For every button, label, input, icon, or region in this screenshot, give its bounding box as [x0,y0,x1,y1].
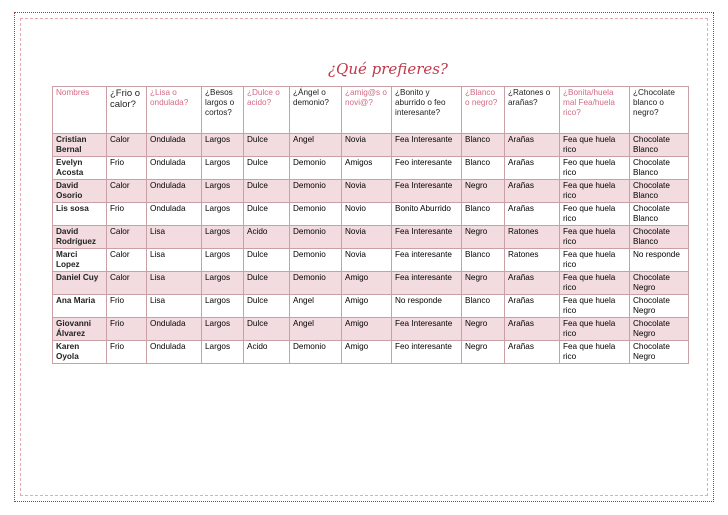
answer-cell: Frio [107,341,147,364]
answer-cell: Dulce [244,180,290,203]
answer-cell: Negro [462,318,505,341]
answer-cell: Calor [107,180,147,203]
answer-cell: Largos [202,203,244,226]
answer-cell: Blanco [462,134,505,157]
answer-cell: Fea interesante [392,272,462,295]
answer-cell: Frio [107,295,147,318]
answer-cell: Fea Interesante [392,318,462,341]
answer-cell: Largos [202,272,244,295]
table-row [53,203,689,226]
answer-cell: Calor [107,226,147,249]
name-cell: Marci Lopez [53,249,107,272]
answer-cell: Dulce [244,272,290,295]
answer-cell: Demonio [290,272,342,295]
table-body [53,134,689,364]
header-cell: ¿Ángel o demonio? [290,87,342,134]
answer-cell: Lisa [147,249,202,272]
answer-cell: Lisa [147,226,202,249]
answer-cell: Largos [202,157,244,180]
answer-cell: Negro [462,226,505,249]
answer-cell: Largos [202,134,244,157]
answer-cell: Fea que huela rico [560,249,630,272]
name-cell: Giovanni Álvarez [53,318,107,341]
table-row [53,134,689,157]
answer-cell: Novia [342,226,392,249]
answer-cell: No responde [630,249,689,272]
answer-cell: Arañas [505,134,560,157]
answer-cell: Chocolate Negro [630,318,689,341]
answer-cell: Arañas [505,180,560,203]
answer-cell: Amigo [342,341,392,364]
table-row [53,341,689,364]
name-cell: Evelyn Acosta [53,157,107,180]
answer-cell: Fea que huela rico [560,341,630,364]
answer-cell: Demonio [290,226,342,249]
answer-cell: Bonito Aburrido [392,203,462,226]
answer-cell: Blanco [462,295,505,318]
answer-cell: Dulce [244,318,290,341]
answer-cell: Frio [107,157,147,180]
answer-cell: Arañas [505,341,560,364]
header-row [53,87,689,134]
answer-cell: Novia [342,134,392,157]
table-row [53,295,689,318]
answer-cell: Chocolate Negro [630,341,689,364]
survey-table [52,86,689,364]
answer-cell: Largos [202,295,244,318]
answer-cell: Dulce [244,295,290,318]
answer-cell: Amigo [342,318,392,341]
answer-cell: Amigos [342,157,392,180]
answer-cell: Ondulada [147,341,202,364]
answer-cell: Chocolate Negro [630,295,689,318]
answer-cell: Ratones [505,226,560,249]
answer-cell: Blanco [462,249,505,272]
answer-cell: Dulce [244,203,290,226]
answer-cell: Ondulada [147,180,202,203]
answer-cell: Novia [342,180,392,203]
answer-cell: Angel [290,318,342,341]
answer-cell: Blanco [462,203,505,226]
header-cell: ¿Chocolate blanco o negro? [630,87,689,134]
table-row [53,318,689,341]
answer-cell: Calor [107,249,147,272]
name-cell: Lis sosa [53,203,107,226]
answer-cell: Fea que huela rico [560,180,630,203]
answer-cell: Demonio [290,249,342,272]
answer-cell: Chocolate Blanco [630,203,689,226]
name-cell: Daniel Cuy [53,272,107,295]
answer-cell: Lisa [147,272,202,295]
answer-cell: Ratones [505,249,560,272]
answer-cell: Largos [202,180,244,203]
header-cell: ¿Dulce o acido? [244,87,290,134]
answer-cell: Feo que huela rico [560,203,630,226]
answer-cell: Chocolate Blanco [630,180,689,203]
answer-cell: Chocolate Blanco [630,157,689,180]
answer-cell: Largos [202,249,244,272]
answer-cell: Dulce [244,249,290,272]
header-cell: Nombres [53,87,107,134]
name-cell: Karen Oyola [53,341,107,364]
name-cell: David Osorio [53,180,107,203]
answer-cell: Arañas [505,203,560,226]
answer-cell: Fea que huela rico [560,272,630,295]
answer-cell: Novio [342,203,392,226]
answer-cell: Ondulada [147,134,202,157]
answer-cell: Feo interesante [392,341,462,364]
answer-cell: Negro [462,272,505,295]
answer-cell: Fea que huela rico [560,318,630,341]
answer-cell: Arañas [505,295,560,318]
header-cell: ¿Ratones o arañas? [505,87,560,134]
header-cell: ¿Blanco o negro? [462,87,505,134]
answer-cell: Dulce [244,134,290,157]
answer-cell: Frio [107,203,147,226]
answer-cell: Largos [202,318,244,341]
answer-cell: Fea interesante [392,249,462,272]
name-cell: David Rodríguez [53,226,107,249]
answer-cell: Chocolate Negro [630,272,689,295]
header-cell: ¿amig@s o novi@? [342,87,392,134]
answer-cell: No responde [392,295,462,318]
answer-cell: Demonio [290,180,342,203]
name-cell: Cristian Bernal [53,134,107,157]
answer-cell: Chocolate Blanco [630,134,689,157]
answer-cell: Acido [244,226,290,249]
answer-cell: Demonio [290,157,342,180]
answer-cell: Demonio [290,341,342,364]
answer-cell: Blanco [462,157,505,180]
answer-cell: Fea que huela rico [560,226,630,249]
header-cell: ¿Besos largos o cortos? [202,87,244,134]
answer-cell: Calor [107,134,147,157]
answer-cell: Amigo [342,272,392,295]
answer-cell: Angel [290,295,342,318]
answer-cell: Fea que huela rico [560,295,630,318]
answer-cell: Negro [462,341,505,364]
answer-cell: Ondulada [147,203,202,226]
answer-cell: Ondulada [147,157,202,180]
answer-cell: Arañas [505,157,560,180]
answer-cell: Frio [107,318,147,341]
answer-cell: Calor [107,272,147,295]
table-row [53,180,689,203]
answer-cell: Largos [202,341,244,364]
answer-cell: Fea que huela rico [560,134,630,157]
answer-cell: Feo que huela rico [560,157,630,180]
answer-cell: Ondulada [147,318,202,341]
answer-cell: Largos [202,226,244,249]
answer-cell: Amigo [342,295,392,318]
answer-cell: Demonio [290,203,342,226]
header-cell: ¿Lisa o ondulada? [147,87,202,134]
table-row [53,226,689,249]
answer-cell: Fea Interesante [392,226,462,249]
header-cell: ¿Frio o calor? [107,87,147,134]
answer-cell: Angel [290,134,342,157]
header-cell: ¿Bonito y aburrido o feo interesante? [392,87,462,134]
answer-cell: Feo interesante [392,157,462,180]
table-row [53,272,689,295]
answer-cell: Negro [462,180,505,203]
table-row [53,157,689,180]
answer-cell: Fea Interesante [392,134,462,157]
header-cell: ¿Bonita/huela mal Fea/huela rico? [560,87,630,134]
name-cell: Ana Maria [53,295,107,318]
table-row [53,249,689,272]
answer-cell: Chocolate Blanco [630,226,689,249]
answer-cell: Arañas [505,318,560,341]
document-title: ¿Qué prefieres? [328,60,448,78]
answer-cell: Acido [244,341,290,364]
answer-cell: Arañas [505,272,560,295]
answer-cell: Fea Interesante [392,180,462,203]
answer-cell: Novia [342,249,392,272]
answer-cell: Lisa [147,295,202,318]
answer-cell: Dulce [244,157,290,180]
